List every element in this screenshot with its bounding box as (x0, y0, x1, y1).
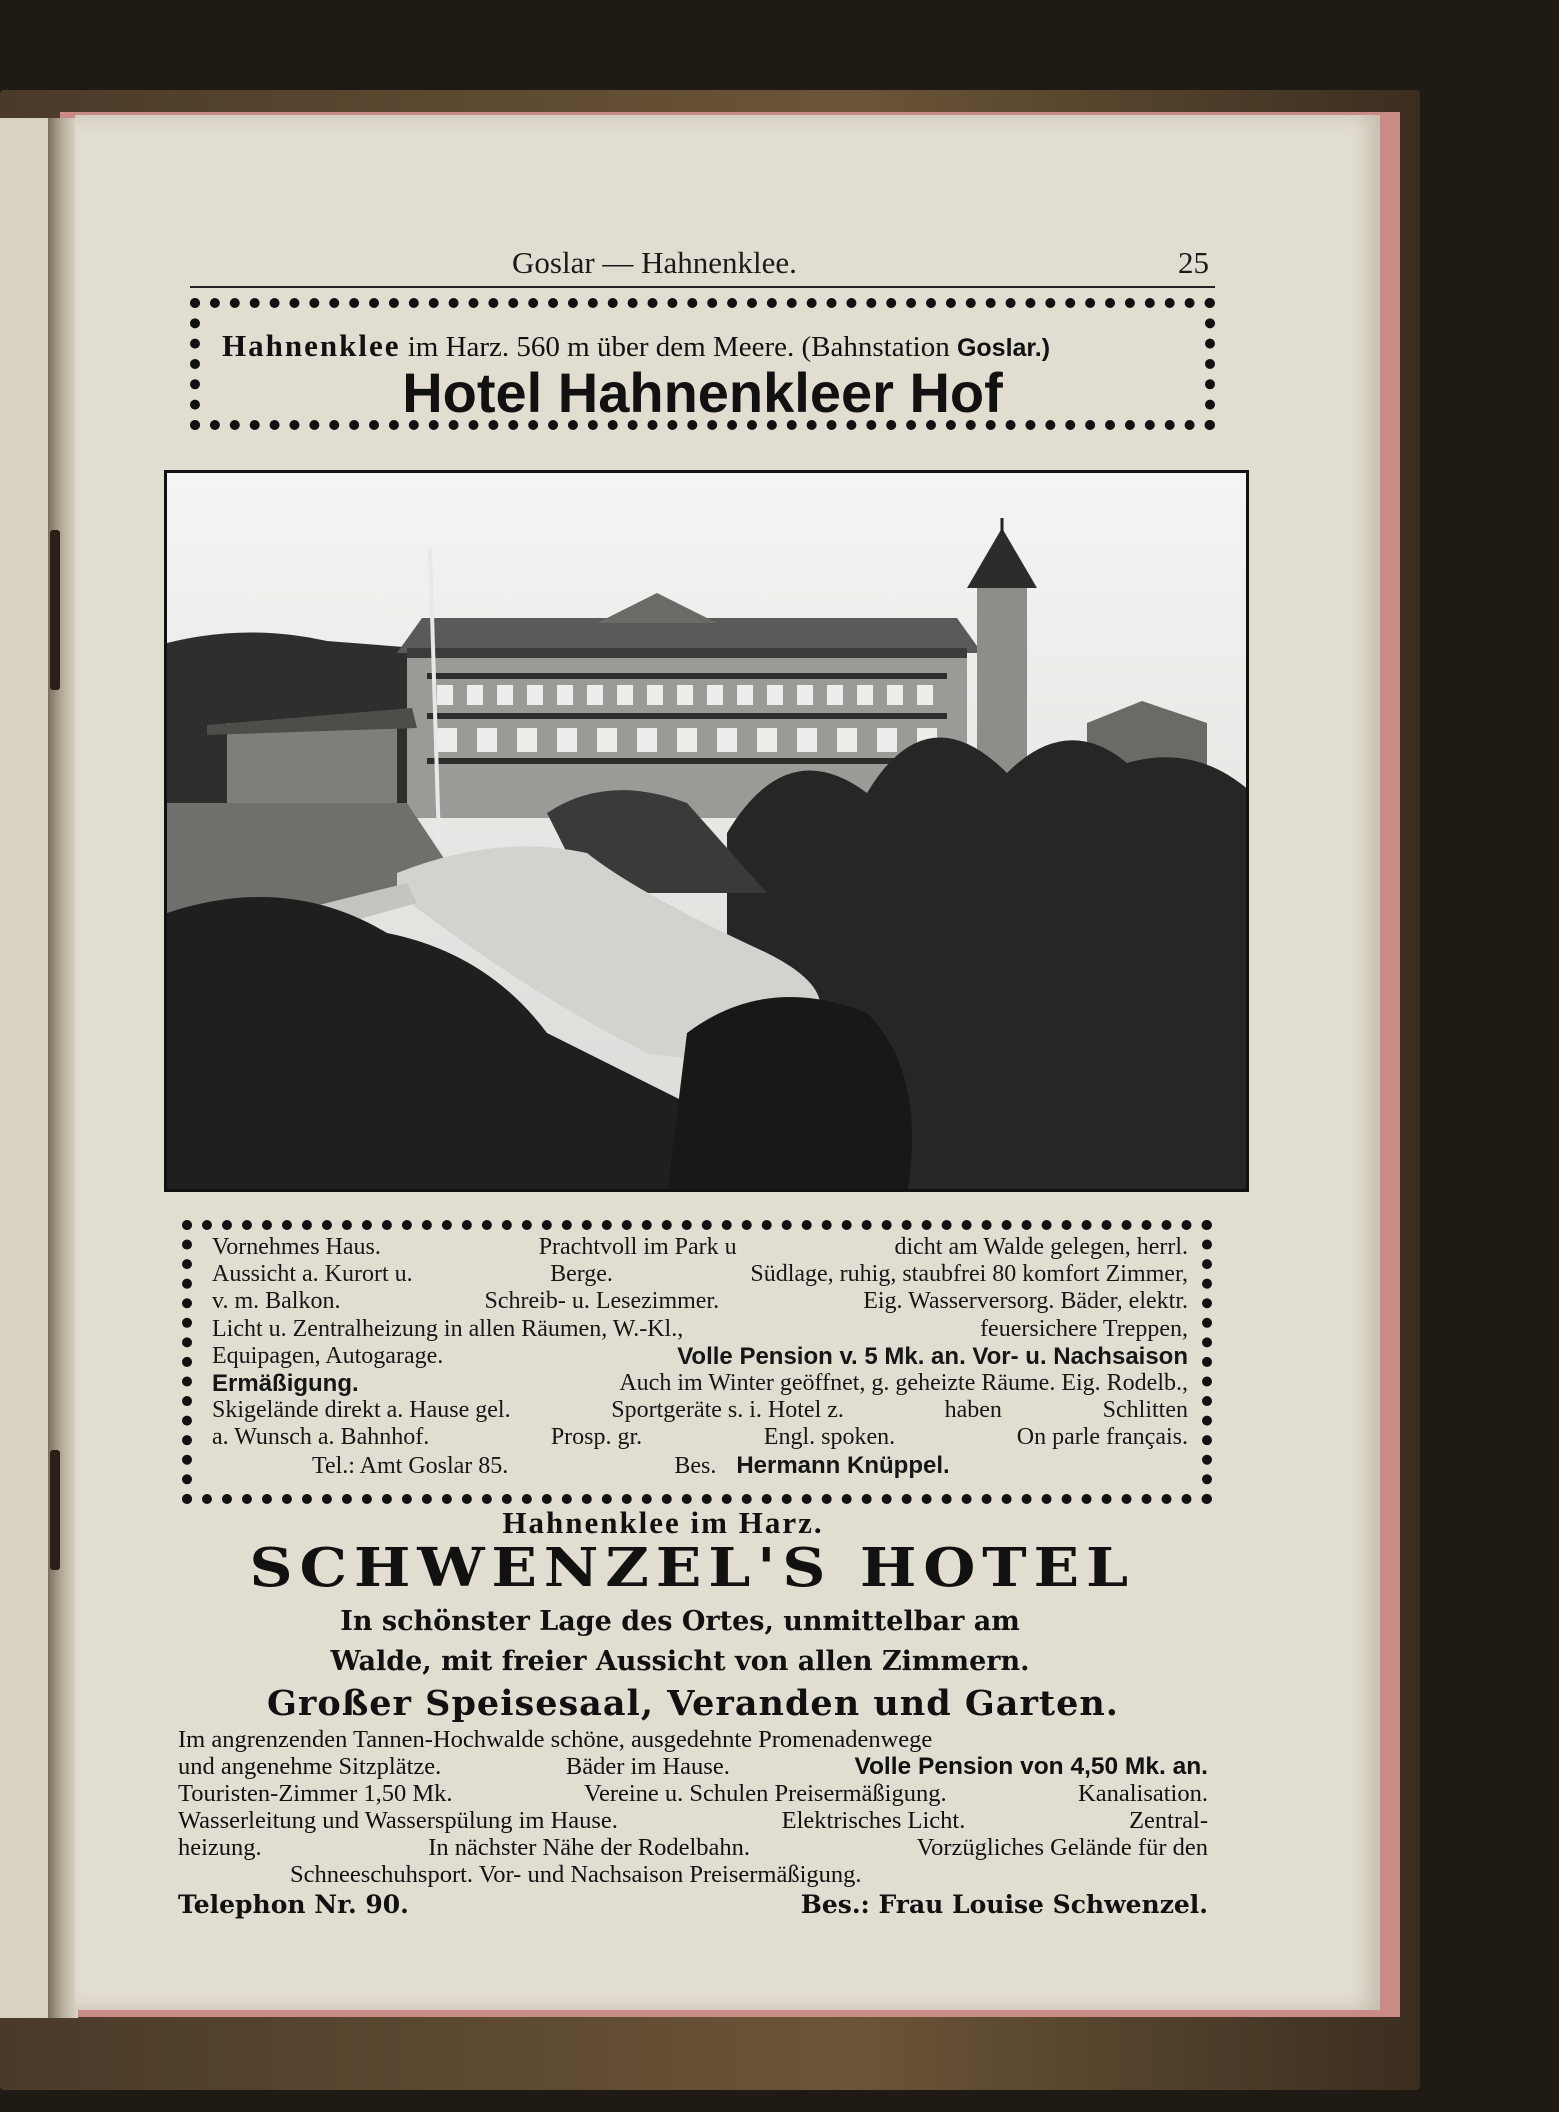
text-segment: Touristen-Zimmer 1,50 Mk. (178, 1780, 453, 1807)
discount-text: Ermäßigung. (212, 1370, 359, 1398)
text-segment: Eig. Wasserversorg. Bäder, elektr. (863, 1288, 1188, 1315)
text-segment: heizung. (178, 1834, 262, 1861)
text-segment: Vorzügliches Gelände für den (916, 1834, 1208, 1861)
text-segment: dicht am Walde gelegen, herrl. (894, 1234, 1188, 1260)
text-segment: und angenehme Sitzplätze. (178, 1753, 442, 1780)
owner-name: Hermann Knüppel. (736, 1451, 950, 1479)
view-line: Walde, mit freier Aussicht von allen Zimmern. (330, 1646, 1030, 1677)
contact-row (178, 1890, 1208, 1919)
feature-line: Großer Speisesaal, Veranden und Garten. (267, 1683, 1119, 1724)
text-row (212, 1234, 1188, 1261)
text-segment: Prosp. gr. (550, 1424, 643, 1451)
text-segment: Sportgeräte s. i. Hotel z. (611, 1397, 844, 1424)
description-text (212, 1234, 1188, 1480)
text-segment: Vornehmes Haus. (212, 1234, 381, 1260)
ad-hahnenkleer-hof-heading (190, 298, 1215, 430)
text-segment: a. Wunsch a. Bahnhof. (212, 1424, 430, 1451)
page-header (190, 245, 1215, 289)
owner-label: Bes. (674, 1452, 717, 1479)
text-segment: Licht u. Zentralheizung in allen Räumen, W.-Kl., (212, 1315, 684, 1342)
text-row (212, 1343, 1188, 1370)
text-segment: Vereine u. Schulen Preisermäßigung. (583, 1780, 947, 1807)
pension-price: Volle Pension von 4,50 Mk. an. (854, 1753, 1208, 1780)
text-segment: Aussicht a. Kurort u. (212, 1261, 413, 1288)
owner-name: Bes.: Frau Louise Schwenzel. (800, 1890, 1208, 1919)
text-segment: Schreib- u. Lesezimmer. (484, 1288, 720, 1315)
place-name: Hahnenklee (222, 328, 401, 363)
text-row (178, 1780, 1208, 1807)
pension-price: Volle Pension v. 5 Mk. an. Vor- u. Nachsaison (677, 1342, 1188, 1370)
text-segment: Elektrisches Licht. (781, 1807, 966, 1834)
binding-thread (50, 1450, 60, 1570)
text-row (212, 1288, 1188, 1315)
station-name: Goslar.) (956, 334, 1051, 362)
text-segment: In nächster Nähe der Rodelbahn. (428, 1834, 751, 1861)
phone-number: Telephon Nr. 90. (178, 1890, 409, 1919)
text-row (178, 1753, 1208, 1780)
text-segment: Auch im Winter geöffnet, g. geheizte Räume. Eig. Rodelb., (619, 1370, 1188, 1397)
text-segment: Schlitten (1102, 1397, 1188, 1424)
location-line (222, 328, 1050, 364)
text-row (212, 1370, 1188, 1397)
text-segment: Skigelände direkt a. Hause gel. (212, 1397, 511, 1424)
text-segment: feuersichere Treppen, (980, 1315, 1188, 1342)
text-segment: Südlage, ruhig, staubfrei 80 komfort Zimmer, (750, 1261, 1188, 1288)
contact-row (212, 1452, 1188, 1480)
hotel-name: SCHWENZEL'S HOTEL (249, 1537, 1135, 1599)
hotel-photo (164, 470, 1249, 1192)
text-segment: Berge. (550, 1261, 613, 1288)
text-segment: Zentral- (1129, 1807, 1208, 1834)
text-row (178, 1726, 1208, 1753)
text-segment: Kanalisation. (1078, 1780, 1208, 1807)
text-segment: Equipagen, Autogarage. (212, 1342, 444, 1369)
text-row (178, 1861, 1208, 1888)
page-number: 25 (1178, 245, 1209, 280)
text-row (212, 1424, 1188, 1451)
text-segment: v. m. Balkon. (212, 1288, 341, 1315)
text-row (212, 1261, 1188, 1288)
header-rule (190, 286, 1215, 288)
running-title: Goslar — Hahnenklee. (512, 245, 797, 280)
hotel-photo-illustration (167, 473, 1249, 1192)
text-segment: haben (944, 1397, 1002, 1424)
text-row (212, 1316, 1188, 1343)
text-row (212, 1397, 1188, 1424)
description-text (178, 1726, 1208, 1888)
text-row (178, 1807, 1208, 1834)
text-segment: Bäder im Hause. (565, 1753, 730, 1780)
text-row (178, 1834, 1208, 1861)
text-segment: On parle français. (1016, 1424, 1188, 1451)
binding-thread (50, 530, 60, 690)
ad-hahnenkleer-hof-description (182, 1220, 1212, 1504)
altitude-text: im Harz. 560 m über dem Meere. (Bahnstation (400, 331, 957, 363)
phone-number: Tel.: Amt Goslar 85. (312, 1452, 509, 1479)
text-segment: Engl. spoken. (763, 1424, 896, 1451)
hotel-name: Hotel Hahnenkleer Hof (402, 361, 1003, 424)
location-line: In schönster Lage des Ortes, unmittelbar am (340, 1606, 1020, 1637)
ad-schwenzels-hotel (178, 1505, 1208, 1919)
text-segment: Im angrenzenden Tannen-Hochwalde schöne, ausgedehnte Promenadenwege (178, 1726, 933, 1753)
gutter (48, 118, 78, 2018)
text-segment: Schneeschuhsport. Vor- und Nachsaison Preisermäßigung. (290, 1861, 862, 1888)
text-segment: Wasserleitung und Wasserspülung im Hause. (178, 1807, 618, 1834)
location-kicker: Hahnenklee im Harz. (502, 1505, 824, 1540)
text-segment: Prachtvoll im Park u (538, 1234, 737, 1260)
